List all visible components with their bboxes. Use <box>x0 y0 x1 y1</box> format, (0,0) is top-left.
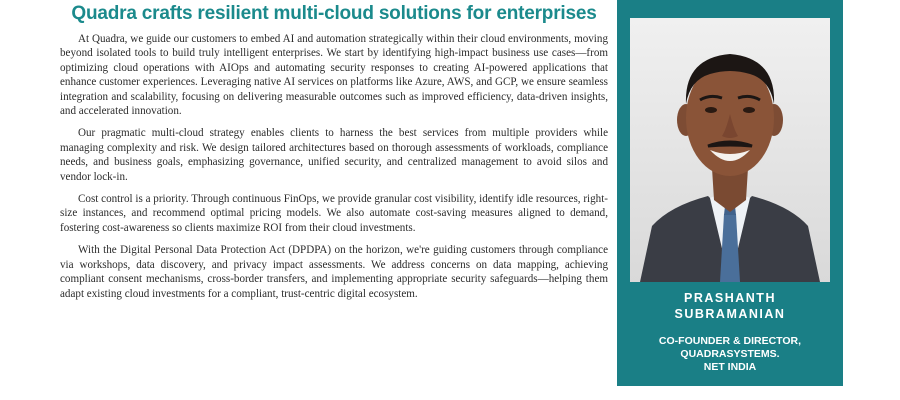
profile-name-first: PRASHANTH <box>684 291 776 305</box>
profile-role-line-3: NET INDIA <box>703 361 757 373</box>
article-paragraph-3: Cost control is a priority. Through continuous FinOps, we provide granular cost visibility, identify idle resources, right-size instances, and recommend optimal pricing models. We also automate cost-saving measures aligned to demand, fostering cost-awareness so clients maximize ROI from their cloud investments. <box>60 193 608 234</box>
article <box>60 0 608 309</box>
article-paragraph-1: At Quadra, we guide our customers to embed AI and automation strategically within their cloud environments, moving beyond isolated tools to build truly intelligent enterprises. We start by identifying high-impact business use cases—from optimizing cloud operations with AIOps and automating security responses to creating AI-powered applications that enhance customer experiences. Leveraging native AI services on platforms like Azure, AWS, and GCP, we ensure seamless integration and scalability, focusing on delivering measurable outcomes such as improved efficiency, data-driven insights, and accelerated innovation. <box>60 33 608 118</box>
article-paragraph-2: Our pragmatic multi-cloud strategy enables clients to harness the best services from multiple providers while managing complexity and risk. We design tailored architectures based on thorough assessments of workloads, compliance needs, and business goals, emphasizing governance, unified security, and centralized management to avoid silos and vendor lock-in. <box>60 127 608 183</box>
article-paragraph-4: With the Digital Personal Data Protection Act (DPDPA) on the horizon, we're guiding customers through compliance via workshops, data discovery, and privacy impact assessments. We address concerns on data mapping, achieving compliant consent mechanisms, cross-border transfers, and implementing appropriate security safeguards—helping them adapt existing cloud investments for a compliant, trust-centric digital ecosystem. <box>60 244 608 300</box>
profile-role-line-1: CO-FOUNDER & DIRECTOR, <box>658 335 802 347</box>
article-headline: Quadra crafts resilient multi-cloud solutions for enterprises <box>71 3 597 24</box>
profile-role-line-2: QUADRASYSTEMS. <box>680 348 780 360</box>
portrait-photo <box>630 18 830 282</box>
profile-role <box>617 335 843 374</box>
profile-name-last: SUBRAMANIAN <box>674 307 786 321</box>
profile-name <box>617 290 843 322</box>
profile-panel <box>617 0 843 386</box>
